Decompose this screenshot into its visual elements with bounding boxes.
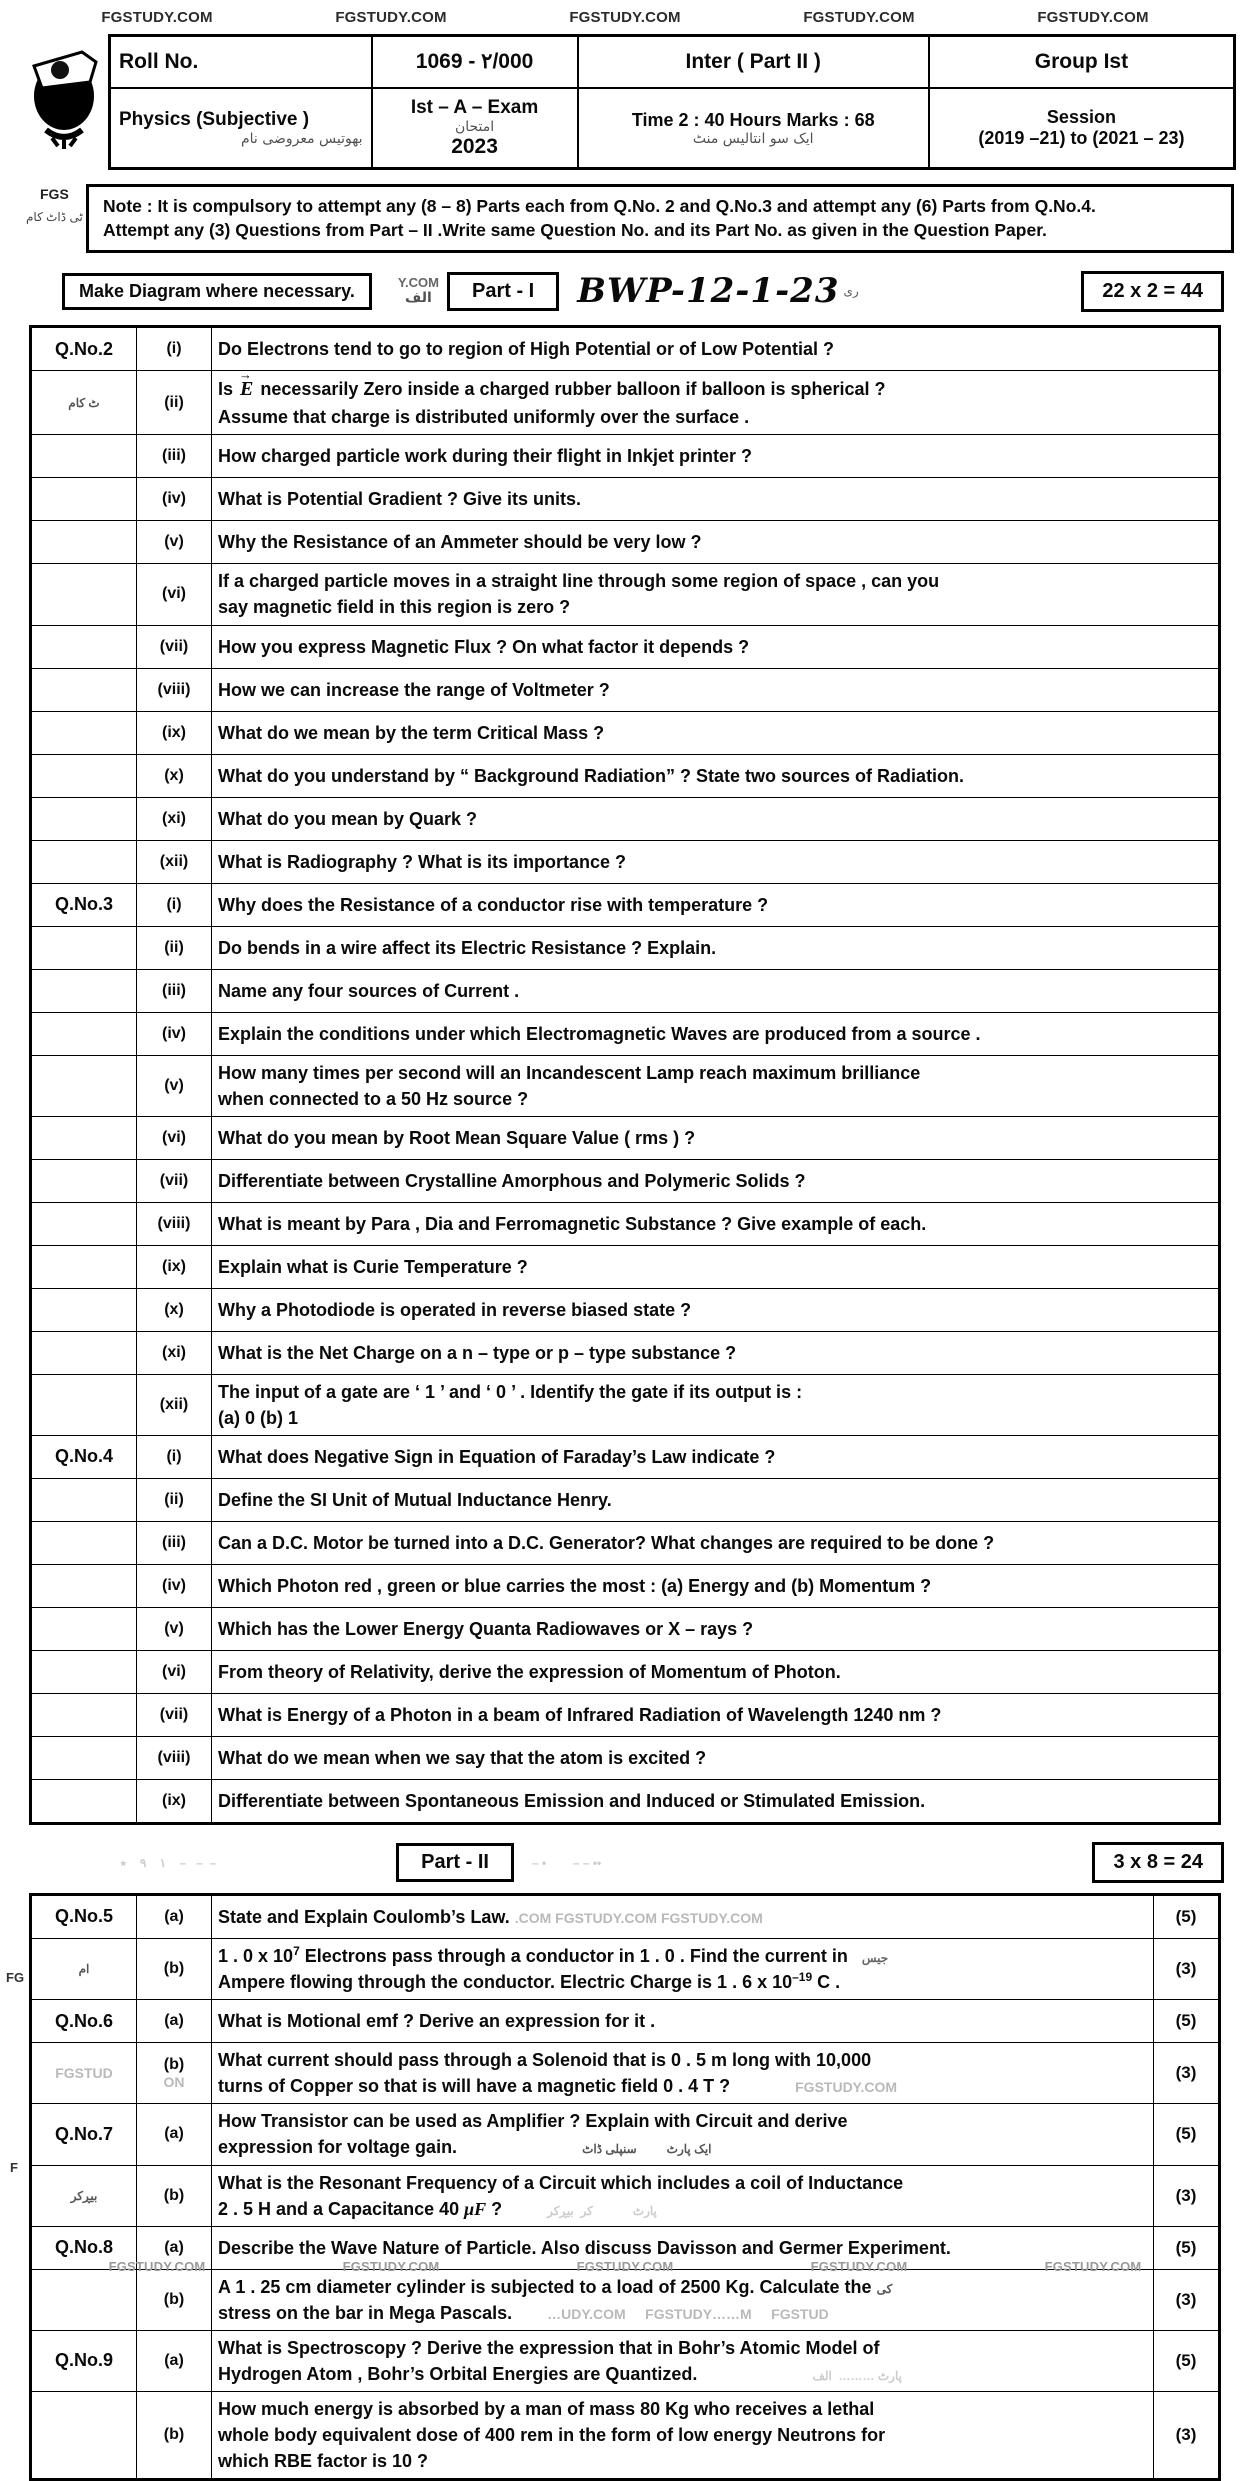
blank-cell — [31, 1374, 137, 1435]
table-row — [31, 668, 1220, 711]
roman-label: (ix) — [137, 711, 212, 754]
blank-cell — [31, 1012, 137, 1055]
watermark-ghost: .COM FGSTUDY.COM FGSTUDY.COM — [514, 1909, 763, 1926]
question-text-line1: If a charged particle moves in a straight line through some region of space , can you — [218, 571, 940, 592]
inter-part-cell — [578, 36, 929, 89]
watermark-text: FGSTUDY.COM — [803, 8, 915, 26]
blank-cell — [31, 1202, 137, 1245]
inter-part-label: Inter ( Part II ) — [685, 49, 821, 73]
question-text: What is the Net Charge on a n – type or p – type substance ? — [212, 1331, 1220, 1374]
exam-line-label: Ist – A – Exam — [410, 97, 539, 118]
table-row — [31, 2392, 1220, 2480]
question-text-line2-text: expression for voltage gain. — [218, 2137, 458, 2158]
blank-cell — [31, 1736, 137, 1779]
question-text-line1: How much energy is absorbed by a man of mass 80 Kg who receives a lethal — [218, 2399, 875, 2420]
blank-cell — [31, 797, 137, 840]
table-row — [31, 797, 1220, 840]
roman-label: (v) — [137, 1607, 212, 1650]
watermark-row-top — [0, 0, 1250, 34]
marks-value: (3) — [1154, 2392, 1220, 2480]
question-text: Define the SI Unit of Mutual Inductance Henry. — [212, 1478, 1220, 1521]
question-text: What do you mean by Root Mean Square Value ( rms ) ? — [212, 1116, 1220, 1159]
question-text: Explain what is Curie Temperature ? — [212, 1245, 1220, 1288]
roman-label: (iv) — [137, 1012, 212, 1055]
part1-marks: 22 x 2 = 44 — [1081, 271, 1224, 312]
table-row — [31, 521, 1220, 564]
roman-label: (ii) — [137, 926, 212, 969]
question-text-line2: when connected to a 50 Hz source ? — [218, 1088, 529, 1109]
roman-label: (x) — [137, 1288, 212, 1331]
inline-urdu-note: کی — [876, 2281, 893, 2296]
table-row — [31, 625, 1220, 668]
board-crest-icon — [22, 34, 108, 154]
question-text-line2-text: turns of Copper so that is will have a magnetic field 0 . 4 T ? — [218, 2076, 731, 2097]
question-text: How we can increase the range of Voltmeter ? — [212, 668, 1220, 711]
vector-e-symbol: → E — [238, 378, 255, 400]
blank-cell — [31, 2392, 137, 2480]
table-row — [31, 435, 1220, 478]
question-text-line1: 1 . 0 x $10^7$ Electrons pass through a conductor in 1 . 0 . Find the current in جیس — [218, 1943, 889, 1966]
blank-cell — [31, 668, 137, 711]
time-marks-label: Time 2 : 40 Hours Marks : 68 — [631, 109, 875, 130]
question-text: Why the Resistance of an Ammeter should be very low ? — [212, 521, 1220, 564]
table-row — [31, 1478, 1220, 1521]
question-text-line2 — [218, 2134, 1147, 2160]
question-text: Why a Photodiode is operated in reverse biased state ? — [212, 1288, 1220, 1331]
part2-label: Part - II — [396, 1843, 514, 1882]
part2-marks: 3 x 8 = 24 — [1092, 1842, 1224, 1883]
marks-value: (3) — [1154, 1938, 1220, 1999]
watermark-text: FGSTUDY.COM — [569, 8, 681, 26]
part-label: (b) — [137, 2392, 212, 2480]
session-cell — [929, 88, 1235, 169]
session-value: (2019 –21) to (2021 – 23) — [978, 128, 1185, 148]
table-row — [31, 883, 1220, 926]
q2-body — [31, 327, 1220, 1824]
note-section — [0, 184, 1250, 253]
question-number-q3: Q.No.3 — [31, 883, 137, 926]
question-text — [212, 2330, 1154, 2391]
question-text-line2 — [218, 2073, 1147, 2099]
question-text: Name any four sources of Current . — [212, 969, 1220, 1012]
roman-label: (ii) — [137, 371, 212, 435]
marks-value: (3) — [1154, 2043, 1220, 2104]
table-row — [31, 1159, 1220, 1202]
question-number: Q.No.8 — [31, 2226, 137, 2269]
blank-cell — [31, 435, 137, 478]
watermark-partial-fg: FG — [6, 1970, 25, 1985]
table-row — [31, 1736, 1220, 1779]
roman-label: (ix) — [137, 1779, 212, 1823]
question-text: Can a D.C. Motor be turned into a D.C. Generator? What changes are required to be done ? — [212, 1521, 1220, 1564]
faint-marks-left: ١ ٩ ٭ – – – — [120, 1855, 217, 1870]
roman-label: (vii) — [137, 1159, 212, 1202]
table-row — [31, 1693, 1220, 1736]
table-row — [31, 1607, 1220, 1650]
watermark-text: FGSTUDY.COM — [810, 2258, 908, 2274]
question-text-line2 — [218, 2300, 1147, 2326]
roman-label: (xii) — [137, 1374, 212, 1435]
question-text: Explain the conditions under which Electromagnetic Waves are produced from a source . — [212, 1012, 1220, 1055]
question-text — [212, 1894, 1154, 1938]
question-text-line2 — [218, 2361, 1147, 2387]
roman-label: (xi) — [137, 1331, 212, 1374]
roman-label: (ix) — [137, 1245, 212, 1288]
roman-label: (viii) — [137, 1202, 212, 1245]
blank-cell — [31, 926, 137, 969]
roman-label: (vi) — [137, 1116, 212, 1159]
question-number-q2: Q.No.2 — [31, 327, 137, 371]
handwritten-urdu-mark: ری — [843, 284, 859, 299]
note-urdu-side: ٹی ڈاٹ کام — [26, 210, 83, 224]
question-text-line1: Is → E necessarily Zero inside a charged rubber balloon if balloon is spherical ? — [218, 375, 1212, 404]
note-line-2: Attempt any (3) Questions from Part – II .Write same Question No. and its Part No. as given in the Question Paper. — [103, 220, 1047, 241]
question-text: What is Energy of a Photon in a beam of Infrared Radiation of Wavelength 1240 nm ? — [212, 1693, 1220, 1736]
roman-label: (i) — [137, 883, 212, 926]
question-text-line2: say magnetic field in this region is zero ? — [218, 597, 571, 618]
part-label: (b) — [137, 2165, 212, 2226]
question-text: Why does the Resistance of a conductor rise with temperature ? — [212, 883, 1220, 926]
question-number-q4: Q.No.4 — [31, 1435, 137, 1478]
faint-marks-right: – • – – •• — [531, 1855, 602, 1870]
table-row — [31, 564, 1220, 625]
table-row — [31, 711, 1220, 754]
note-box — [86, 184, 1234, 253]
blank-cell — [31, 1116, 137, 1159]
subject-urdu-label: بھوتیس معروضی نام — [241, 130, 363, 147]
watermark-text: FGSTUDY.COM — [1044, 2258, 1142, 2274]
roll-no-cell — [110, 36, 372, 89]
blank-cell — [31, 1288, 137, 1331]
question-text: What do we mean by the term Critical Mass ? — [212, 711, 1220, 754]
watermark-text: FGSTUDY.COM — [342, 2258, 440, 2274]
table-row — [31, 840, 1220, 883]
roman-label: (viii) — [137, 1736, 212, 1779]
question-text — [212, 371, 1220, 435]
table-row — [31, 2269, 1220, 2330]
subject-label: Physics (Subjective ) — [119, 109, 310, 131]
marks-value: (3) — [1154, 2165, 1220, 2226]
question-text-line1: How many times per second will an Incandescent Lamp reach maximum brilliance — [218, 1062, 921, 1083]
inline-urdu-note: جیس — [861, 1950, 889, 1965]
table-row — [31, 371, 1220, 435]
part-label: (a) — [137, 2104, 212, 2165]
roman-label: (i) — [137, 327, 212, 371]
question-text: How charged particle work during their flight in Inkjet printer ? — [212, 435, 1220, 478]
table-row — [31, 2000, 1220, 2043]
part-label: (a) — [137, 1894, 212, 1938]
roman-label: (i) — [137, 1435, 212, 1478]
blank-cell — [31, 754, 137, 797]
handwritten-center-code: BWP-12-1-23 — [577, 271, 840, 312]
time-urdu-label: ایک سو انتالیس منٹ — [692, 130, 814, 147]
roman-label: (x) — [137, 754, 212, 797]
blank-cell — [31, 1159, 137, 1202]
question-text-line1: State and Explain Coulomb’s Law. — [218, 1906, 510, 1927]
blank-cell — [31, 1331, 137, 1374]
question-text-line1: What is Spectroscopy ? Derive the expression that in Bohr’s Atomic Model of — [218, 2337, 880, 2358]
blank-cell — [31, 840, 137, 883]
part2-questions-table — [29, 1893, 1221, 2481]
part-label-text: (b) — [163, 2056, 185, 2074]
table-row — [31, 1374, 1220, 1435]
header-row-top — [110, 36, 1235, 89]
question-text — [212, 1938, 1154, 1999]
group-label: Group Ist — [1034, 49, 1129, 73]
question-number: Q.No.7 — [31, 2104, 137, 2165]
paper-code-cell — [372, 36, 578, 89]
roman-label: (viii) — [137, 668, 212, 711]
roman-label: (iii) — [137, 435, 212, 478]
roman-label: (vi) — [137, 564, 212, 625]
side-urdu-note: ام — [31, 1938, 137, 1999]
roman-label: (v) — [137, 1055, 212, 1116]
question-text-line2-text: stress on the bar in Mega Pascals. — [218, 2302, 513, 2323]
question-text-line1: What is the Resonant Frequency of a Circuit which includes a coil of Inductance — [218, 2172, 904, 2193]
part-label: (a) — [137, 2330, 212, 2391]
part2-band — [0, 1839, 1250, 1887]
blank-cell — [31, 1693, 137, 1736]
table-row — [31, 2043, 1220, 2104]
roman-label: (iv) — [137, 1564, 212, 1607]
blank-cell — [31, 564, 137, 625]
question-text: What do you understand by “ Background Radiation” ? State two sources of Radiation. — [212, 754, 1220, 797]
blank-cell — [31, 711, 137, 754]
blank-cell — [31, 1521, 137, 1564]
roman-label: (vii) — [137, 1693, 212, 1736]
question-text-line2: (a) 0 (b) 1 — [218, 1407, 299, 1428]
note-line-1: Note : It is compulsory to attempt any (8 – 8) Parts each from Q.No. 2 and Q.No.3 and attempt any (6) Parts from Q.No.4. — [103, 196, 1096, 216]
blank-cell — [31, 969, 137, 1012]
watermark-row-bottom — [0, 2254, 1250, 2278]
part1-label: Part - I — [447, 272, 559, 311]
question-text-line1-text: A 1 . 25 cm diameter cylinder is subjected to a load of 2500 Kg. Calculate the — [218, 2276, 872, 2297]
question-text: Do Electrons tend to go to region of High Potential or of Low Potential ? — [212, 327, 1220, 371]
watermark-short: FGS — [40, 186, 69, 202]
blank-cell — [31, 1650, 137, 1693]
question-text — [212, 2392, 1154, 2480]
question-text-line3: which RBE factor is 10 ? — [218, 2451, 429, 2472]
table-row — [31, 926, 1220, 969]
question-text: Describe the Wave Nature of Particle. Also discuss Davisson and Germer Experiment. — [212, 2226, 1154, 2269]
table-row — [31, 2104, 1220, 2165]
header-info-table — [108, 34, 1236, 170]
table-row — [31, 1435, 1220, 1478]
exam-urdu-label: امتحان — [454, 118, 495, 135]
watermark-inline: FGSTUDY.COM — [795, 2079, 898, 2096]
micro-farad-symbol: μF — [464, 2198, 487, 2219]
marks-value: (5) — [1154, 2330, 1220, 2391]
table-row — [31, 2330, 1220, 2391]
blank-cell — [31, 1607, 137, 1650]
group-cell — [929, 36, 1235, 89]
table-row — [31, 327, 1220, 371]
part-label: (b) — [137, 2269, 212, 2330]
watermark-text: FGSTUDY.COM — [576, 2258, 674, 2274]
question-number: Q.No.9 — [31, 2330, 137, 2391]
watermark-partial-side: FGSTUD — [31, 2043, 137, 2104]
question-text: What does Negative Sign in Equation of Faraday’s Law indicate ? — [212, 1435, 1220, 1478]
table-row — [31, 2165, 1220, 2226]
question-text: From theory of Relativity, derive the expression of Momentum of Photon. — [212, 1650, 1220, 1693]
table-row — [31, 1938, 1220, 1999]
part2-body — [31, 1894, 1220, 2479]
table-row — [31, 1288, 1220, 1331]
q2-side-urdu: ٹ کام — [31, 371, 137, 435]
table-row — [31, 1650, 1220, 1693]
question-text: Which Photon red , green or blue carries the most : (a) Energy and (b) Momentum ? — [212, 1564, 1220, 1607]
question-text: What do you mean by Quark ? — [212, 797, 1220, 840]
question-text: What is meant by Para , Dia and Ferromagnetic Substance ? Give example of each. — [212, 1202, 1220, 1245]
question-number: Q.No.5 — [31, 1894, 137, 1938]
table-row — [31, 1564, 1220, 1607]
table-row — [31, 478, 1220, 521]
question-text: Differentiate between Spontaneous Emission and Induced or Stimulated Emission. — [212, 1779, 1220, 1823]
question-text — [212, 2165, 1154, 2226]
part-label: (a) — [137, 2226, 212, 2269]
exam-year-value: 2023 — [451, 134, 498, 158]
question-text: What is Potential Gradient ? Give its units. — [212, 478, 1220, 521]
question-text: How you express Magnetic Flux ? On what factor it depends ? — [212, 625, 1220, 668]
watermark-ghost: …UDY.COM FGSTUDY……M FGSTUD — [547, 2305, 829, 2322]
table-row — [31, 1055, 1220, 1116]
question-text — [212, 2269, 1154, 2330]
table-row — [31, 754, 1220, 797]
roman-label: (iv) — [137, 478, 212, 521]
question-text: Do bends in a wire affect its Electric Resistance ? Explain. — [212, 926, 1220, 969]
marks-value: (5) — [1154, 2226, 1220, 2269]
question-text: Differentiate between Crystalline Amorphous and Polymeric Solids ? — [212, 1159, 1220, 1202]
faint-urdu: پارٹ کر بیڕکر — [547, 2203, 657, 2218]
watermark-partial-f: F — [10, 2160, 18, 2175]
table-row — [31, 1521, 1220, 1564]
question-text-line2: whole body equivalent dose of 400 rem in the form of low energy Neutrons for — [218, 2425, 886, 2446]
subject-cell — [110, 88, 372, 169]
question-text: What is Radiography ? What is its importance ? — [212, 840, 1220, 883]
marks-value: (5) — [1154, 1894, 1220, 1938]
question-text — [212, 564, 1220, 625]
roman-label: (xii) — [137, 840, 212, 883]
side-urdu-note: بیڕکر — [31, 2165, 137, 2226]
make-diagram-note: Make Diagram where necessary. — [62, 273, 372, 310]
blank-cell — [31, 1564, 137, 1607]
part1-questions-table — [29, 325, 1221, 1825]
note-side-marks — [22, 184, 86, 253]
roll-no-label: Roll No. — [119, 49, 199, 73]
table-row — [31, 1202, 1220, 1245]
header-section — [0, 34, 1250, 170]
watermark-text: FGSTUDY.COM — [108, 2258, 206, 2274]
question-text — [212, 1374, 1220, 1435]
marks-value: (5) — [1154, 2000, 1220, 2043]
watermark-text: FGSTUDY.COM — [101, 8, 213, 26]
question-text-line2-text: Hydrogen Atom , Bohr’s Orbital Energies are Quantized. — [218, 2363, 698, 2384]
part1-urdu-alif: الف — [405, 289, 432, 306]
question-text-line1: What current should pass through a Solenoid that is 0 . 5 m long with 10,000 — [218, 2050, 872, 2071]
roman-label: (iii) — [137, 1521, 212, 1564]
roman-label: (ii) — [137, 1478, 212, 1521]
question-text: What is Motional emf ? Derive an expression for it . — [212, 2000, 1154, 2043]
session-label: Session — [1046, 107, 1116, 127]
header-row-bottom — [110, 88, 1235, 169]
table-row — [31, 1779, 1220, 1823]
part1-band — [0, 267, 1250, 315]
roman-label: (vii) — [137, 625, 212, 668]
table-row — [31, 969, 1220, 1012]
faint-urdu: پارٹ ……… الف — [812, 2368, 902, 2383]
question-text-line2: Ampere flowing through the conductor. Electric Charge is 1 . 6 x $10^{-19}$ C . — [218, 1970, 841, 1993]
table-row — [31, 1116, 1220, 1159]
roman-label: (iii) — [137, 969, 212, 1012]
question-text: What do we mean when we say that the atom is excited ? — [212, 1736, 1220, 1779]
time-marks-cell — [578, 88, 929, 169]
question-text-line1: How Transistor can be used as Amplifier ? Explain with Circuit and derive — [218, 2111, 848, 2132]
part-label — [137, 2043, 212, 2104]
roman-label: (v) — [137, 521, 212, 564]
roman-label: (xi) — [137, 797, 212, 840]
question-text — [212, 2104, 1154, 2165]
question-text: Which has the Lower Energy Quanta Radiowaves or X – rays ? — [212, 1607, 1220, 1650]
question-text-line2: Assume that charge is distributed uniformly over the surface . — [218, 407, 750, 428]
part-label: (a) — [137, 2000, 212, 2043]
table-row — [31, 1894, 1220, 1938]
paper-code-value: 1069 - ٢/000 — [415, 49, 534, 73]
watermark-partial-top: Y.COM الف — [397, 275, 439, 306]
marks-value: (3) — [1154, 2269, 1220, 2330]
question-text-line1: The input of a gate are ‘ 1 ’ and ‘ 0 ’ . Identify the gate if its output is : — [218, 1381, 803, 1402]
part-label: (b) — [137, 1938, 212, 1999]
blank-cell — [31, 1245, 137, 1288]
watermark-text: FGSTUDY.COM — [335, 8, 447, 26]
table-row — [31, 1245, 1220, 1288]
marks-value: (5) — [1154, 2104, 1220, 2165]
question-number: Q.No.6 — [31, 2000, 137, 2043]
blank-cell — [31, 1478, 137, 1521]
question-text-line2: 2 . 5 H and a Capacitance 40 μF ? پارٹ کر بیڕکر — [218, 2198, 657, 2219]
exam-session-cell — [372, 88, 578, 169]
roman-label: (vi) — [137, 1650, 212, 1693]
watermark-text: FGSTUDY.COM — [1037, 8, 1149, 26]
blank-cell — [31, 625, 137, 668]
question-text — [212, 1055, 1220, 1116]
blank-cell — [31, 478, 137, 521]
inline-urdu-note: ایک پارٹ سنپلی ڈاٹ — [582, 2142, 712, 2157]
blank-cell — [31, 2269, 137, 2330]
question-text — [212, 2043, 1154, 2104]
blank-cell — [31, 1055, 137, 1116]
table-row — [31, 1012, 1220, 1055]
table-row — [31, 1331, 1220, 1374]
blank-cell — [31, 1779, 137, 1823]
blank-cell — [31, 521, 137, 564]
watermark-partial-on: ON — [163, 2074, 185, 2091]
